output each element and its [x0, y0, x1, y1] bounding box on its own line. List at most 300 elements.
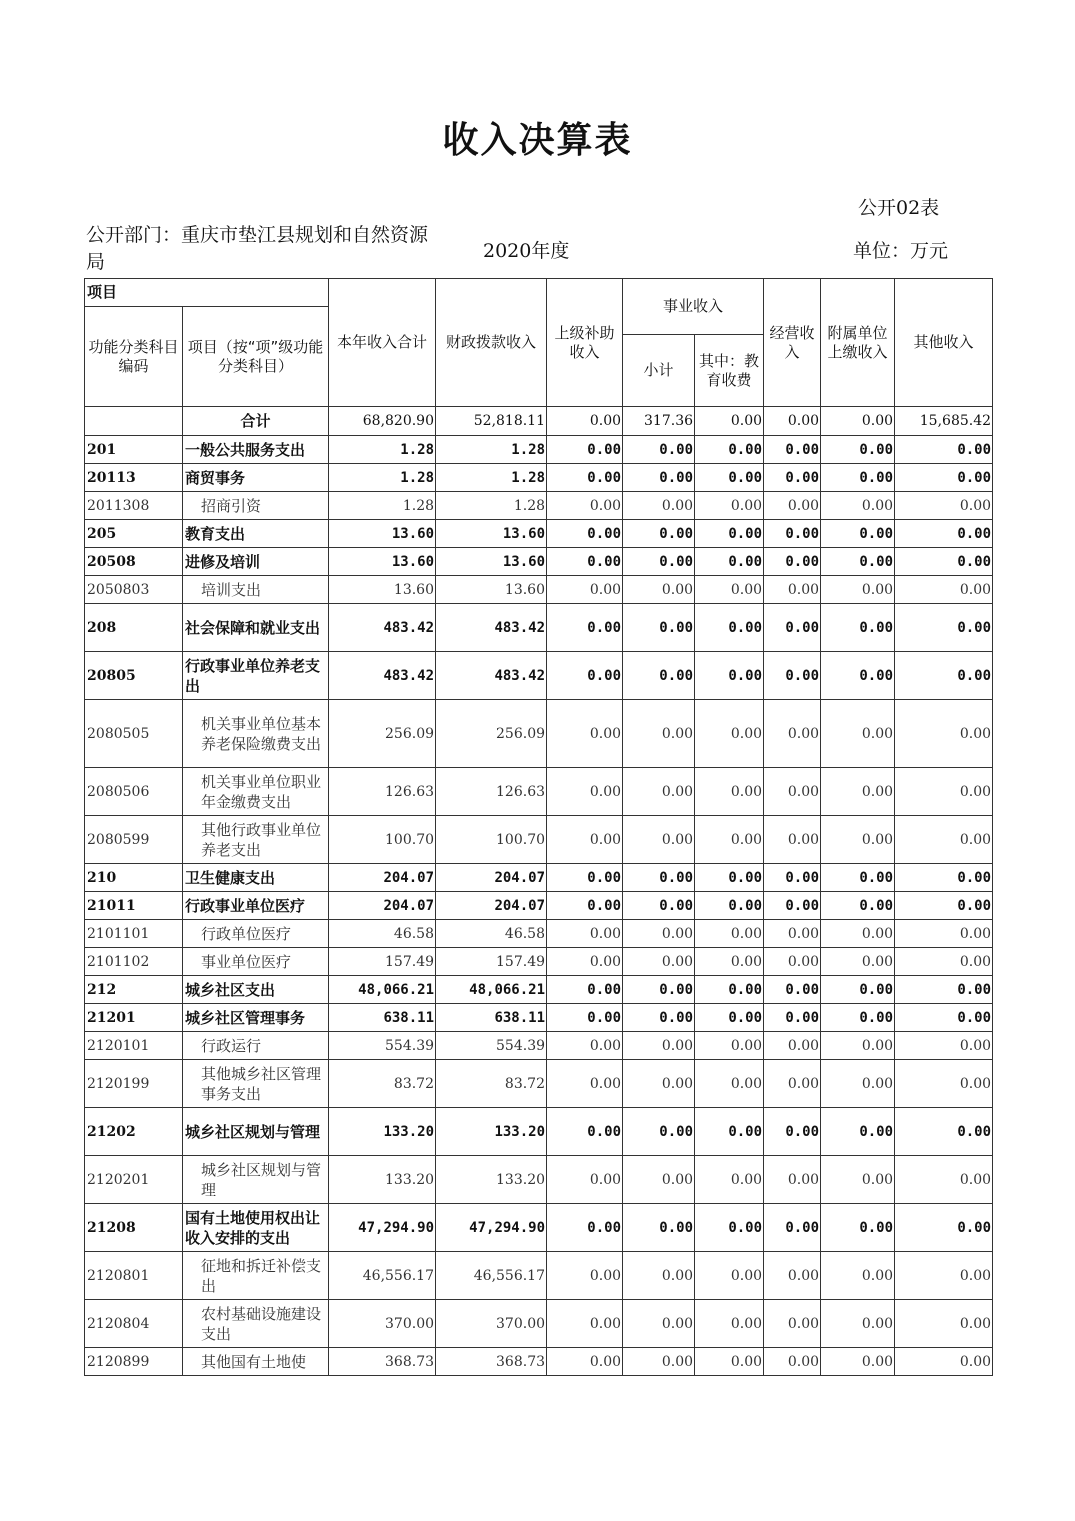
row-value: 157.49 [436, 948, 547, 976]
row-value: 0.00 [695, 604, 764, 652]
row-value: 0.00 [547, 816, 623, 864]
row-name: 行政事业单位养老支出 [183, 652, 329, 700]
row-value: 0.00 [695, 976, 764, 1004]
row-name: 商贸事务 [183, 464, 329, 492]
table-row [85, 816, 993, 864]
row-value: 0.00 [895, 604, 993, 652]
row-value: 0.00 [895, 864, 993, 892]
row-value: 0.00 [547, 407, 623, 436]
row-value: 0.00 [623, 652, 695, 700]
row-value: 0.00 [695, 548, 764, 576]
row-value: 13.60 [436, 548, 547, 576]
table-row [85, 1156, 993, 1204]
row-value: 0.00 [764, 1300, 821, 1348]
row-value: 0.00 [623, 700, 695, 768]
row-value: 0.00 [623, 976, 695, 1004]
row-value: 1.28 [436, 464, 547, 492]
row-value: 0.00 [895, 816, 993, 864]
row-value: 0.00 [695, 892, 764, 920]
row-name: 征地和拆迁补偿支出 [183, 1252, 329, 1300]
row-name: 卫生健康支出 [183, 864, 329, 892]
row-code: 2120801 [85, 1252, 183, 1300]
header-affiliate: 附属单位上缴收入 [821, 279, 895, 407]
row-value: 83.72 [436, 1060, 547, 1108]
table-row [85, 948, 993, 976]
row-value: 554.39 [329, 1032, 436, 1060]
row-value: 0.00 [764, 768, 821, 816]
row-code: 21202 [85, 1108, 183, 1156]
row-value: 0.00 [895, 548, 993, 576]
row-value: 0.00 [623, 1204, 695, 1252]
row-value: 48,066.21 [329, 976, 436, 1004]
table-row [85, 976, 993, 1004]
row-value: 204.07 [436, 892, 547, 920]
row-value: 68,820.90 [329, 407, 436, 436]
row-value: 204.07 [329, 892, 436, 920]
header-operating: 经营收入 [764, 279, 821, 407]
row-value: 0.00 [764, 1032, 821, 1060]
row-value: 0.00 [764, 1252, 821, 1300]
row-code [85, 407, 183, 436]
row-value: 483.42 [436, 652, 547, 700]
row-value: 47,294.90 [329, 1204, 436, 1252]
page-title: 收入决算表 [442, 120, 633, 161]
row-value: 0.00 [547, 920, 623, 948]
header-total: 本年收入合计 [329, 279, 436, 407]
row-code: 20113 [85, 464, 183, 492]
row-name: 国有土地使用权出让收入安排的支出 [183, 1204, 329, 1252]
row-code: 2101102 [85, 948, 183, 976]
row-value: 0.00 [821, 548, 895, 576]
row-value: 157.49 [329, 948, 436, 976]
row-value: 0.00 [821, 407, 895, 436]
row-name: 社会保障和就业支出 [183, 604, 329, 652]
row-value: 0.00 [695, 1204, 764, 1252]
row-value: 0.00 [695, 700, 764, 768]
row-value: 204.07 [436, 864, 547, 892]
row-code: 2080505 [85, 700, 183, 768]
row-name: 城乡社区支出 [183, 976, 329, 1004]
row-value: 0.00 [695, 1156, 764, 1204]
row-value: 100.70 [436, 816, 547, 864]
row-value: 0.00 [764, 700, 821, 768]
row-value: 0.00 [821, 920, 895, 948]
row-value: 0.00 [695, 1032, 764, 1060]
form-number: 公开02表 [858, 197, 940, 219]
row-code: 2120804 [85, 1300, 183, 1348]
row-value: 0.00 [623, 1348, 695, 1376]
row-value: 0.00 [821, 604, 895, 652]
row-value: 0.00 [764, 920, 821, 948]
row-value: 0.00 [895, 1156, 993, 1204]
row-value: 0.00 [895, 976, 993, 1004]
row-value: 0.00 [821, 1060, 895, 1108]
row-value: 0.00 [623, 864, 695, 892]
row-value: 0.00 [764, 1348, 821, 1376]
row-value: 13.60 [436, 576, 547, 604]
row-value: 0.00 [821, 1204, 895, 1252]
row-name: 行政单位医疗 [183, 920, 329, 948]
row-value: 0.00 [821, 816, 895, 864]
row-value: 46.58 [329, 920, 436, 948]
row-name: 其他行政事业单位养老支出 [183, 816, 329, 864]
row-value: 0.00 [895, 1060, 993, 1108]
department-label: 公开部门：重庆市垫江县规划和自然资源局 [86, 224, 429, 273]
row-value: 0.00 [821, 436, 895, 464]
row-value: 0.00 [764, 576, 821, 604]
row-value: 0.00 [821, 1156, 895, 1204]
table-body [85, 407, 993, 1376]
row-value: 0.00 [895, 1204, 993, 1252]
row-value: 0.00 [547, 1060, 623, 1108]
table-row [85, 604, 993, 652]
row-value: 0.00 [764, 548, 821, 576]
row-value: 0.00 [695, 920, 764, 948]
row-value: 0.00 [764, 1060, 821, 1108]
table-row [85, 548, 993, 576]
row-value: 0.00 [623, 1032, 695, 1060]
row-code: 2050803 [85, 576, 183, 604]
row-value: 100.70 [329, 816, 436, 864]
row-value: 0.00 [895, 1348, 993, 1376]
row-value: 0.00 [547, 576, 623, 604]
row-value: 46,556.17 [436, 1252, 547, 1300]
row-value: 0.00 [764, 948, 821, 976]
row-value: 1.28 [329, 492, 436, 520]
fiscal-year: 2020年度 [483, 240, 570, 262]
row-value: 0.00 [623, 1060, 695, 1108]
row-value: 1.28 [329, 464, 436, 492]
row-value: 0.00 [695, 492, 764, 520]
row-value: 0.00 [623, 492, 695, 520]
row-value: 0.00 [547, 520, 623, 548]
row-value: 554.39 [436, 1032, 547, 1060]
table-row [85, 892, 993, 920]
row-code: 2120199 [85, 1060, 183, 1108]
row-value: 0.00 [547, 948, 623, 976]
row-value: 0.00 [547, 1348, 623, 1376]
row-value: 0.00 [695, 520, 764, 548]
row-value: 483.42 [329, 604, 436, 652]
row-name: 城乡社区规划与管理 [183, 1108, 329, 1156]
row-name: 其他城乡社区管理事务支出 [183, 1060, 329, 1108]
row-code: 21201 [85, 1004, 183, 1032]
row-value: 0.00 [547, 652, 623, 700]
row-value: 0.00 [821, 492, 895, 520]
row-value: 0.00 [695, 407, 764, 436]
row-value: 0.00 [623, 548, 695, 576]
row-value: 0.00 [695, 816, 764, 864]
row-value: 483.42 [436, 604, 547, 652]
row-value: 13.60 [329, 520, 436, 548]
row-name: 一般公共服务支出 [183, 436, 329, 464]
row-code: 2120101 [85, 1032, 183, 1060]
row-value: 0.00 [695, 768, 764, 816]
row-value: 0.00 [547, 1204, 623, 1252]
row-value: 0.00 [895, 1004, 993, 1032]
row-value: 0.00 [764, 492, 821, 520]
income-table [84, 278, 993, 1376]
row-value: 13.60 [329, 576, 436, 604]
row-value: 0.00 [695, 652, 764, 700]
table-row [85, 768, 993, 816]
row-value: 0.00 [821, 1348, 895, 1376]
row-value: 0.00 [821, 1252, 895, 1300]
row-value: 0.00 [764, 976, 821, 1004]
table-row [85, 652, 993, 700]
row-value: 0.00 [547, 1004, 623, 1032]
row-value: 0.00 [623, 1108, 695, 1156]
row-name: 行政事业单位医疗 [183, 892, 329, 920]
header-name: 项目（按“项”级功能分类科目） [183, 307, 329, 407]
row-value: 483.42 [329, 652, 436, 700]
row-value: 0.00 [895, 920, 993, 948]
row-value: 0.00 [821, 576, 895, 604]
row-value: 0.00 [764, 1156, 821, 1204]
row-value: 0.00 [821, 1108, 895, 1156]
row-value: 0.00 [821, 520, 895, 548]
row-value: 0.00 [547, 768, 623, 816]
row-code: 20508 [85, 548, 183, 576]
table-row [85, 464, 993, 492]
row-value: 0.00 [764, 1204, 821, 1252]
table-row [85, 1300, 993, 1348]
row-code: 2120899 [85, 1348, 183, 1376]
row-value: 0.00 [547, 1300, 623, 1348]
table-row [85, 700, 993, 768]
row-value: 0.00 [547, 548, 623, 576]
row-value: 368.73 [329, 1348, 436, 1376]
row-value: 0.00 [764, 604, 821, 652]
row-value: 0.00 [895, 1032, 993, 1060]
row-value: 0.00 [623, 464, 695, 492]
row-value: 0.00 [821, 652, 895, 700]
row-code: 2080599 [85, 816, 183, 864]
row-value: 0.00 [764, 520, 821, 548]
row-value: 0.00 [623, 520, 695, 548]
table-row [85, 1060, 993, 1108]
row-value: 0.00 [821, 1032, 895, 1060]
row-name: 机关事业单位基本养老保险缴费支出 [183, 700, 329, 768]
row-value: 0.00 [821, 1300, 895, 1348]
row-code: 201 [85, 436, 183, 464]
row-value: 0.00 [623, 816, 695, 864]
row-value: 0.00 [821, 700, 895, 768]
row-name: 行政运行 [183, 1032, 329, 1060]
header-fiscal: 财政拨款收入 [436, 279, 547, 407]
row-value: 0.00 [623, 1300, 695, 1348]
row-value: 0.00 [547, 864, 623, 892]
row-value: 0.00 [623, 920, 695, 948]
row-value: 0.00 [547, 1108, 623, 1156]
row-value: 133.20 [329, 1108, 436, 1156]
table-row [85, 1032, 993, 1060]
row-value: 0.00 [547, 1032, 623, 1060]
row-value: 0.00 [695, 1060, 764, 1108]
header-other: 其他收入 [895, 279, 993, 407]
row-code: 205 [85, 520, 183, 548]
row-value: 0.00 [895, 492, 993, 520]
header-item: 项目 [85, 279, 329, 307]
row-value: 0.00 [547, 492, 623, 520]
row-value: 317.36 [623, 407, 695, 436]
row-value: 368.73 [436, 1348, 547, 1376]
row-value: 13.60 [329, 548, 436, 576]
row-value: 0.00 [895, 948, 993, 976]
row-value: 0.00 [895, 1252, 993, 1300]
row-value: 0.00 [623, 576, 695, 604]
row-value: 0.00 [821, 948, 895, 976]
row-value: 46.58 [436, 920, 547, 948]
row-value: 0.00 [695, 864, 764, 892]
row-value: 0.00 [821, 768, 895, 816]
table-row [85, 1004, 993, 1032]
row-value: 0.00 [895, 1300, 993, 1348]
header-superior: 上级补助收入 [547, 279, 623, 407]
row-value: 0.00 [764, 436, 821, 464]
row-value: 0.00 [695, 1108, 764, 1156]
row-code: 212 [85, 976, 183, 1004]
row-value: 0.00 [623, 604, 695, 652]
row-code: 2080506 [85, 768, 183, 816]
row-name: 教育支出 [183, 520, 329, 548]
row-value: 0.00 [623, 1252, 695, 1300]
row-value: 47,294.90 [436, 1204, 547, 1252]
row-value: 370.00 [436, 1300, 547, 1348]
row-value: 0.00 [895, 700, 993, 768]
row-value: 0.00 [623, 1004, 695, 1032]
row-value: 370.00 [329, 1300, 436, 1348]
row-value: 0.00 [547, 1156, 623, 1204]
row-value: 15,685.42 [895, 407, 993, 436]
row-value: 0.00 [695, 1252, 764, 1300]
row-value: 52,818.11 [436, 407, 547, 436]
row-value: 0.00 [821, 464, 895, 492]
row-value: 0.00 [764, 892, 821, 920]
table-row [85, 920, 993, 948]
row-code: 21011 [85, 892, 183, 920]
row-name: 农村基础设施建设支出 [183, 1300, 329, 1348]
header-subtotal: 小计 [623, 335, 695, 407]
table-row [85, 407, 993, 436]
row-value: 0.00 [623, 436, 695, 464]
row-code: 210 [85, 864, 183, 892]
row-name: 城乡社区规划与管理 [183, 1156, 329, 1204]
row-name: 城乡社区管理事务 [183, 1004, 329, 1032]
row-value: 133.20 [329, 1156, 436, 1204]
row-value: 204.07 [329, 864, 436, 892]
row-value: 0.00 [764, 864, 821, 892]
row-value: 0.00 [821, 1004, 895, 1032]
row-value: 1.28 [436, 492, 547, 520]
table-row [85, 492, 993, 520]
row-value: 133.20 [436, 1156, 547, 1204]
row-code: 2120201 [85, 1156, 183, 1204]
row-name: 事业单位医疗 [183, 948, 329, 976]
row-value: 0.00 [821, 976, 895, 1004]
row-value: 0.00 [764, 464, 821, 492]
table-row [85, 1252, 993, 1300]
row-value: 0.00 [821, 892, 895, 920]
row-value: 0.00 [623, 892, 695, 920]
table-row [85, 1108, 993, 1156]
row-value: 126.63 [436, 768, 547, 816]
row-value: 0.00 [764, 1004, 821, 1032]
row-value: 0.00 [547, 1252, 623, 1300]
row-value: 0.00 [895, 576, 993, 604]
row-value: 0.00 [895, 464, 993, 492]
row-value: 0.00 [764, 1108, 821, 1156]
row-value: 0.00 [764, 816, 821, 864]
table-row [85, 436, 993, 464]
row-value: 0.00 [695, 436, 764, 464]
row-name: 其他国有土地使 [183, 1348, 329, 1376]
row-name: 招商引资 [183, 492, 329, 520]
row-value: 83.72 [329, 1060, 436, 1108]
row-value: 0.00 [623, 948, 695, 976]
row-value: 0.00 [895, 436, 993, 464]
table-row [85, 864, 993, 892]
table-row [85, 1204, 993, 1252]
row-value: 46,556.17 [329, 1252, 436, 1300]
row-value: 0.00 [764, 652, 821, 700]
row-code: 20805 [85, 652, 183, 700]
row-value: 638.11 [329, 1004, 436, 1032]
row-value: 0.00 [623, 768, 695, 816]
row-value: 0.00 [547, 464, 623, 492]
row-value: 0.00 [895, 1108, 993, 1156]
row-value: 1.28 [329, 436, 436, 464]
unit-label: 单位：万元 [853, 240, 949, 262]
row-value: 0.00 [695, 576, 764, 604]
row-value: 0.00 [821, 864, 895, 892]
row-code: 2011308 [85, 492, 183, 520]
row-value: 0.00 [695, 464, 764, 492]
row-value: 126.63 [329, 768, 436, 816]
row-value: 0.00 [547, 604, 623, 652]
row-value: 0.00 [547, 892, 623, 920]
row-value: 256.09 [436, 700, 547, 768]
row-value: 0.00 [547, 976, 623, 1004]
row-code: 2101101 [85, 920, 183, 948]
header-business: 事业收入 [623, 279, 764, 335]
row-value: 256.09 [329, 700, 436, 768]
row-value: 0.00 [764, 407, 821, 436]
row-value: 638.11 [436, 1004, 547, 1032]
row-value: 0.00 [895, 652, 993, 700]
row-value: 0.00 [695, 948, 764, 976]
row-value: 0.00 [895, 520, 993, 548]
row-value: 1.28 [436, 436, 547, 464]
row-value: 0.00 [895, 892, 993, 920]
row-value: 0.00 [695, 1348, 764, 1376]
table-row [85, 1348, 993, 1376]
header-code: 功能分类科目编码 [85, 307, 183, 407]
row-code: 208 [85, 604, 183, 652]
row-value: 0.00 [895, 768, 993, 816]
row-name: 合计 [183, 407, 329, 436]
row-value: 48,066.21 [436, 976, 547, 1004]
row-code: 21208 [85, 1204, 183, 1252]
header-edu-fee: 其中：教育收费 [695, 335, 764, 407]
row-name: 培训支出 [183, 576, 329, 604]
row-value: 0.00 [547, 700, 623, 768]
row-name: 机关事业单位职业年金缴费支出 [183, 768, 329, 816]
row-value: 0.00 [547, 436, 623, 464]
row-value: 0.00 [623, 1156, 695, 1204]
table-row [85, 576, 993, 604]
row-value: 0.00 [695, 1004, 764, 1032]
